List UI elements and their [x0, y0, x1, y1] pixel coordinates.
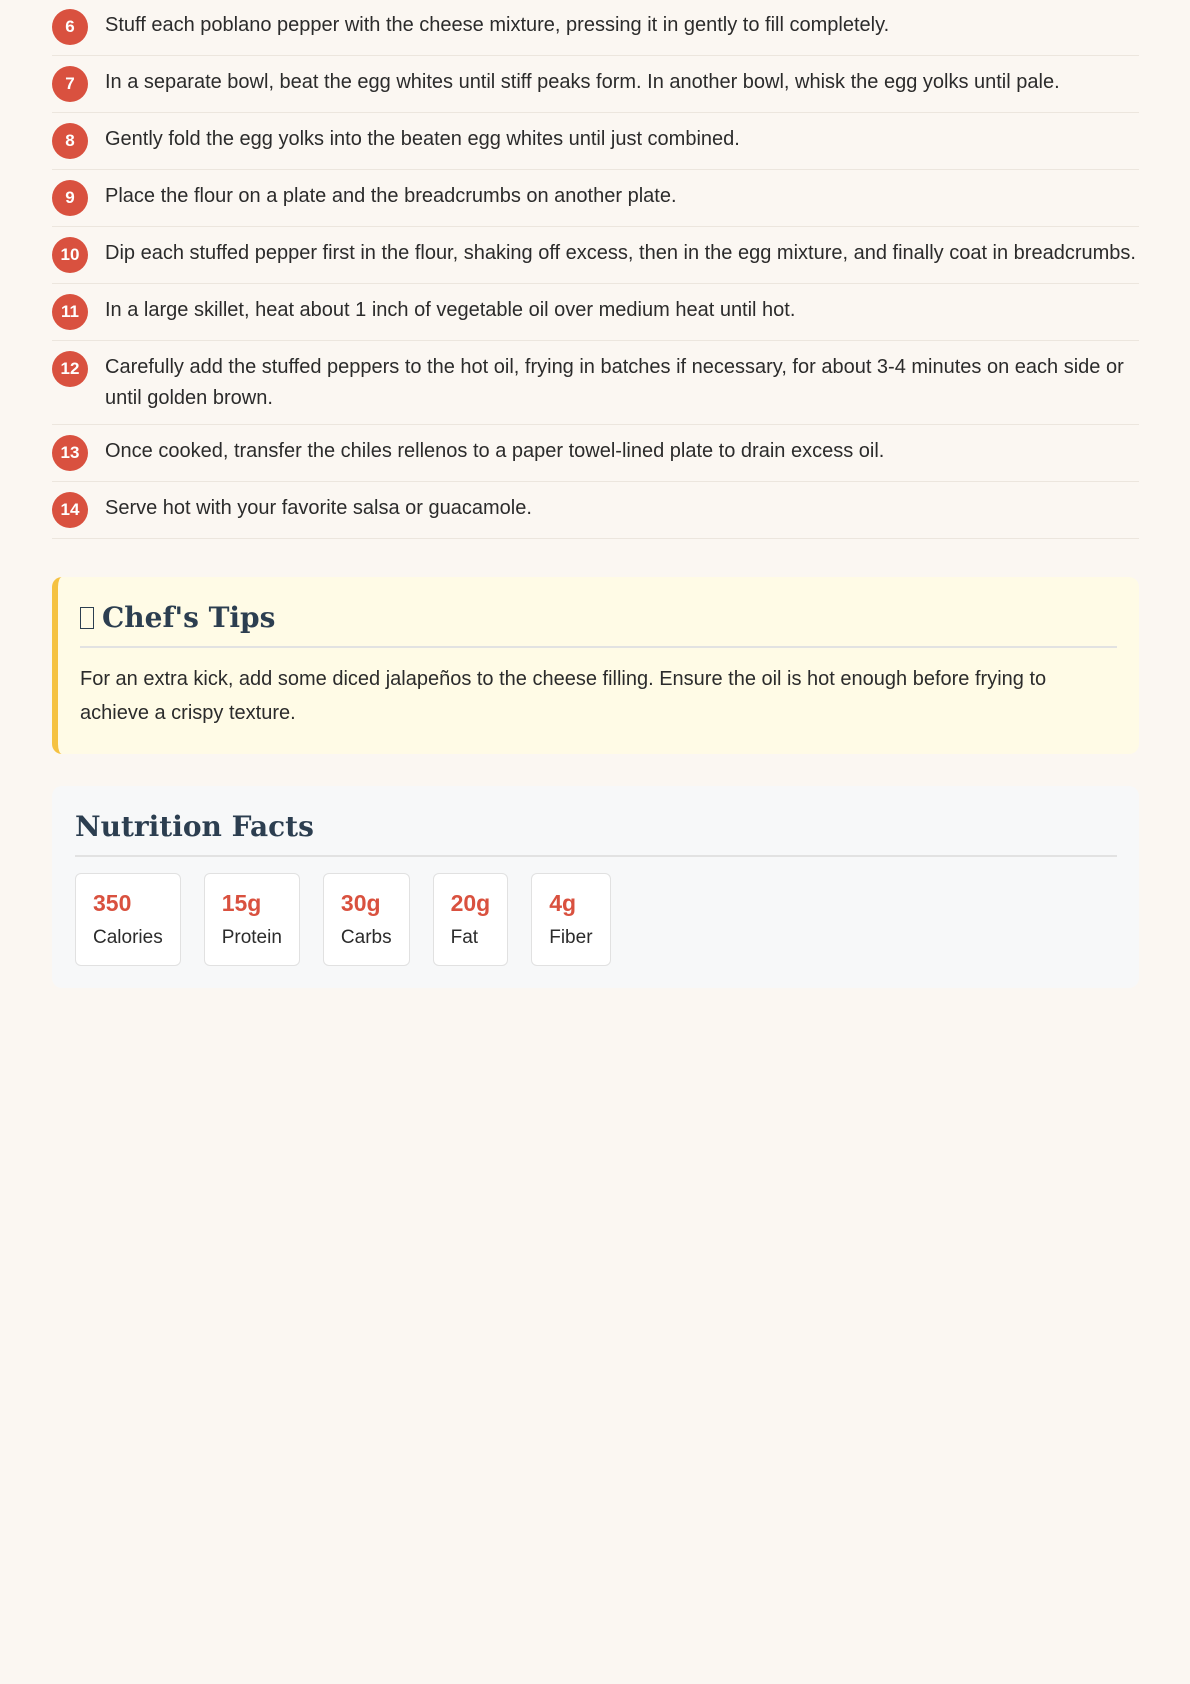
instructions-list [52, 0, 1139, 539]
step-number: 14 [52, 492, 88, 528]
step-item [52, 0, 1139, 56]
nutrition-fact-fiber [531, 873, 610, 966]
step-item [52, 284, 1139, 341]
step-number: 10 [52, 237, 88, 273]
fact-value: 350 [93, 890, 132, 916]
step-text: Stuff each poblano pepper with the cheese mixture, pressing it in gently to fill completely. [105, 14, 890, 36]
step-text: Carefully add the stuffed peppers to the hot oil, frying in batches if necessary, for about 3-4 minutes on each side or until golden brown. [105, 356, 1124, 409]
nutrition-fact-protein [204, 873, 300, 966]
step-number: 7 [52, 66, 88, 102]
tips-text: For an extra kick, add some diced jalapeños to the cheese filling. Ensure the oil is hot enough before frying to achieve a crispy texture. [80, 668, 1047, 724]
missing-glyph-icon [80, 607, 94, 629]
step-number: 13 [52, 435, 88, 471]
step-text: Gently fold the egg yolks into the beaten egg whites until just combined. [105, 128, 740, 150]
step-item [52, 170, 1139, 227]
fact-value: 30g [340, 890, 381, 916]
step-text: In a separate bowl, beat the egg whites until stiff peaks form. In another bowl, whisk the egg yolks until pale. [105, 71, 1060, 93]
nutrition-fact-fat [433, 873, 509, 966]
fact-value: 20g [450, 890, 491, 916]
step-item [52, 425, 1139, 482]
fact-label: Fiber [549, 927, 593, 948]
step-item [52, 482, 1139, 539]
fact-label: Fat [450, 927, 479, 948]
step-text: In a large skillet, heat about 1 inch of vegetable oil over medium heat until hot. [105, 299, 796, 321]
recipe-content [52, 0, 1139, 988]
step-item [52, 113, 1139, 170]
step-number: 8 [52, 123, 88, 159]
step-number: 12 [52, 351, 88, 387]
nutrition-facts-box [52, 786, 1139, 988]
step-item [52, 341, 1139, 425]
fact-label: Carbs [340, 927, 392, 948]
fact-label: Protein [221, 927, 282, 948]
fact-value: 15g [221, 890, 262, 916]
fact-value: 4g [549, 890, 577, 916]
nutrition-fact-carbs [323, 873, 410, 966]
step-number: 11 [52, 294, 88, 330]
nutrition-heading: Nutrition Facts [75, 810, 1117, 857]
step-text: Serve hot with your favorite salsa or guacamole. [105, 497, 532, 519]
step-text: Place the flour on a plate and the breadcrumbs on another plate. [105, 185, 677, 207]
step-number: 9 [52, 180, 88, 216]
step-number: 6 [52, 9, 88, 45]
chefs-tips-box [52, 577, 1139, 754]
step-item [52, 227, 1139, 284]
step-item [52, 56, 1139, 113]
tips-heading [80, 601, 1117, 648]
nutrition-fact-calories [75, 873, 181, 966]
nutrition-facts-list [75, 873, 1117, 966]
step-text: Dip each stuffed pepper first in the flour, shaking off excess, then in the egg mixture, and finally coat in breadcrumbs. [105, 242, 1136, 264]
tips-title: Chef's Tips [102, 601, 276, 634]
fact-label: Calories [93, 927, 163, 948]
step-text: Once cooked, transfer the chiles rellenos to a paper towel-lined plate to drain excess oil. [105, 440, 885, 462]
